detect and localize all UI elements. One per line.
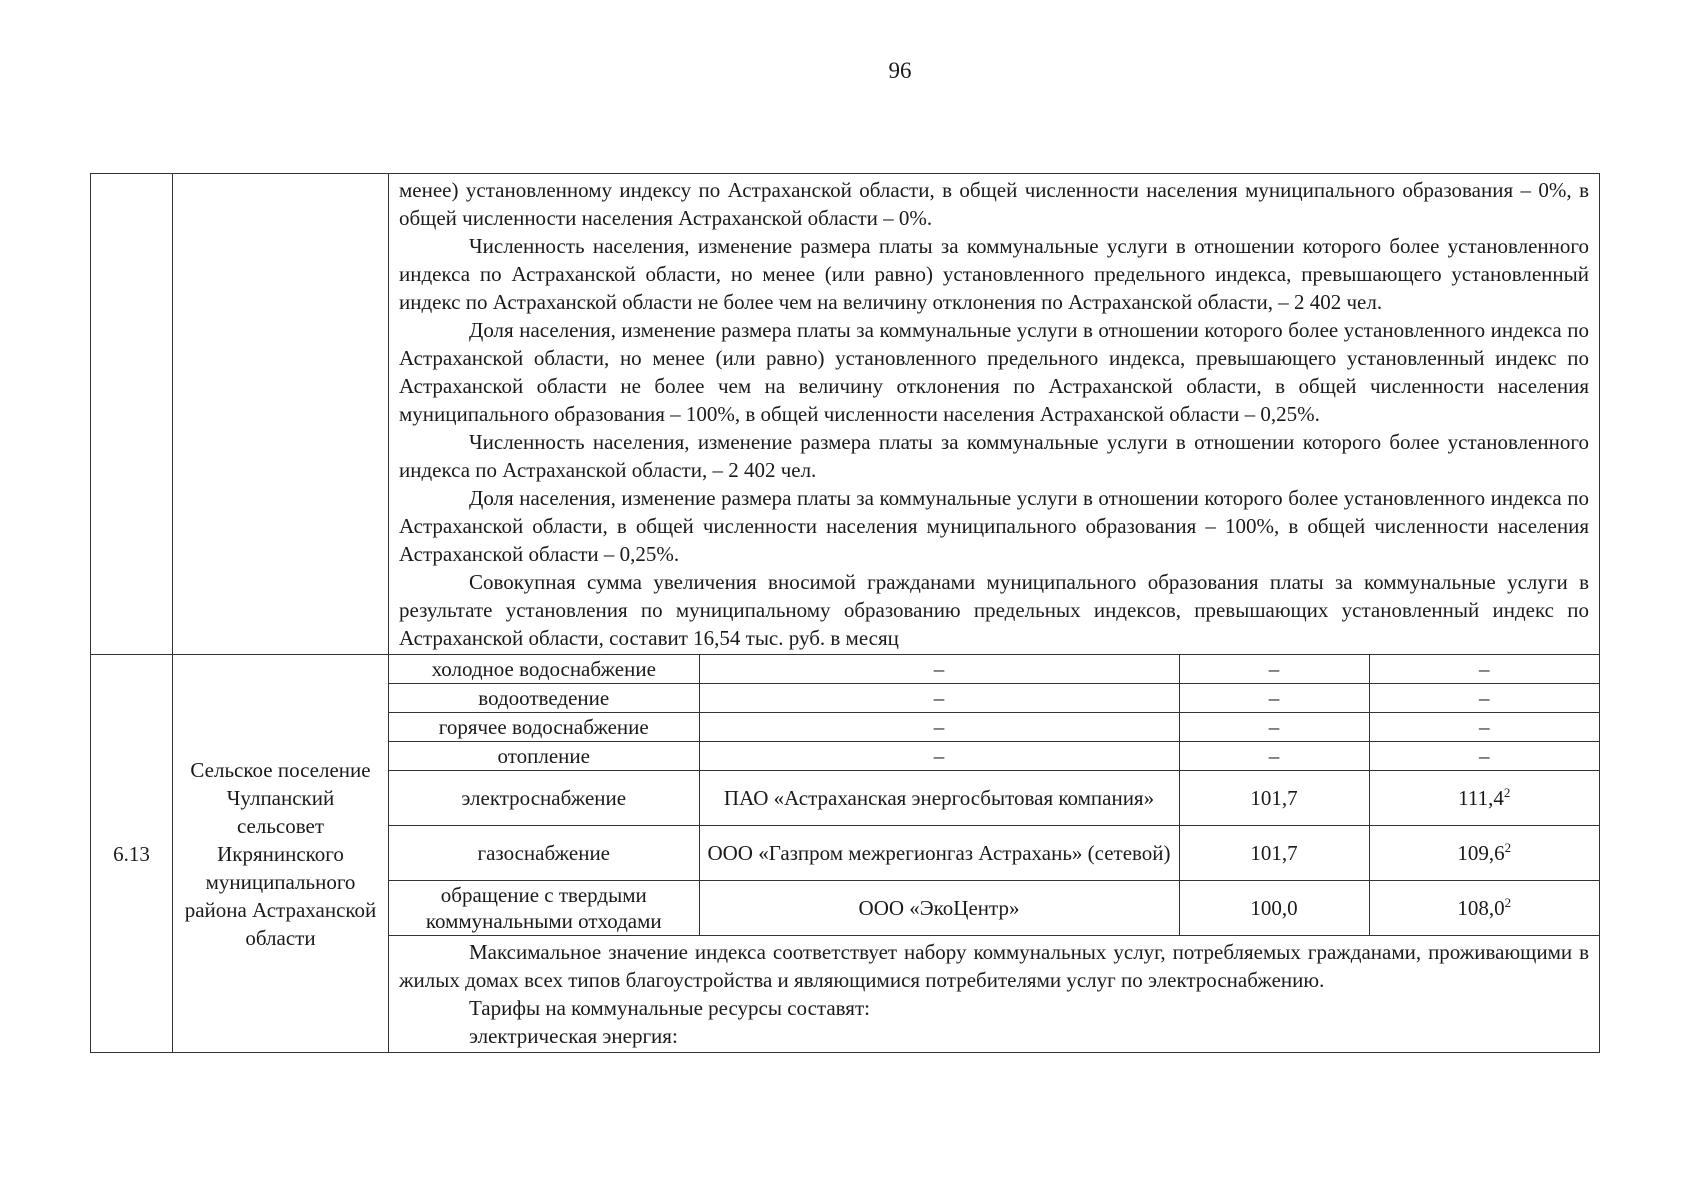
tariff-table <box>90 173 1600 1053</box>
service-index: 101,7 <box>1179 771 1369 826</box>
service-max-index <box>1369 713 1599 742</box>
service-name: обращение с твердыми коммунальными отходами <box>389 881 699 936</box>
number-cell-empty <box>91 174 173 655</box>
service-row <box>389 881 1599 936</box>
service-max-index <box>1369 684 1599 713</box>
service-index: – <box>1179 742 1369 771</box>
paragraph: Доля населения, изменение размера платы за коммунальные услуги в отношении которого более установленного индекса по Астраханской области, но менее (или равно) установленного предельного индекса, превышающего установленный индекс по Астраханской области не более чем на величину отклонения по Астраханской области, в общей численности населения муниципального образования – 100%, в общей численности населения Астраханской области – 0,25%. <box>399 318 1589 426</box>
paragraph: Тарифы на коммунальные ресурсы составят: <box>469 996 870 1020</box>
service-max-index <box>1369 826 1599 881</box>
service-provider: – <box>699 684 1179 713</box>
service-row <box>389 684 1599 713</box>
service-index: – <box>1179 713 1369 742</box>
service-index: 101,7 <box>1179 826 1369 881</box>
service-row <box>389 826 1599 881</box>
service-name: холодное водоснабжение <box>389 655 699 684</box>
municipality-cell-empty <box>173 174 389 655</box>
paragraph: менее) установленному индексу по Астраханской области, в общей численности населения муниципального образования – 0%, в общей численности населения Астраханской области – 0%. <box>399 178 1589 230</box>
service-max-index <box>1369 655 1599 684</box>
service-row <box>389 655 1599 684</box>
paragraph: Максимальное значение индекса соответствует набору коммунальных услуг, потребляемых гражданами, проживающими в жилых домах всех типов благоустройства и являющимися потребителями услуг по электроснабжению. <box>399 940 1589 992</box>
footnote-mark: 2 <box>1504 895 1512 910</box>
max-index-value: 111,4 <box>1458 786 1504 810</box>
paragraph: электрическая энергия: <box>469 1024 678 1048</box>
service-index: – <box>1179 684 1369 713</box>
paragraph: Численность населения, изменение размера платы за коммунальные услуги в отношении которого более установленного индекса по Астраханской области, но менее (или равно) установленного предельного индекса, превышающего установленный индекс по Астраханской области не более чем на величину отклонения по Астраханской области, – 2 402 чел. <box>399 234 1589 314</box>
max-index-value: 109,6 <box>1457 841 1505 865</box>
service-row <box>389 713 1599 742</box>
continuation-text <box>389 174 1600 655</box>
max-index-value: – <box>1479 657 1490 681</box>
page-number: 96 <box>888 58 912 83</box>
entry-notes <box>389 936 1599 1052</box>
service-provider: – <box>699 713 1179 742</box>
max-index-value: – <box>1479 744 1490 768</box>
services-cell <box>389 655 1600 1053</box>
service-name: водоотведение <box>389 684 699 713</box>
service-row <box>389 771 1599 826</box>
service-index: 100,0 <box>1179 881 1369 936</box>
service-name: горячее водоснабжение <box>389 713 699 742</box>
paragraph: Совокупная сумма увеличения вносимой гражданами муниципального образования платы за коммунальные услуги в результате установления по муниципальному образованию предельных индексов, превышающих установленный индекс по Астраханской области, составит 16,54 тыс. руб. в месяц <box>399 570 1589 650</box>
service-name: электроснабжение <box>389 771 699 826</box>
footnote-mark: 2 <box>1504 840 1512 855</box>
municipality-name: Сельское поселение Чулпанский сельсовет Икрянинского муниципального района Астраханской области <box>173 655 389 1053</box>
service-max-index <box>1369 881 1599 936</box>
service-provider: – <box>699 742 1179 771</box>
entry-row <box>91 655 1600 1053</box>
max-index-value: – <box>1479 686 1490 710</box>
service-provider: ООО «Газпром межрегионгаз Астрахань» (сетевой) <box>699 826 1179 881</box>
footnote-mark: 2 <box>1503 785 1511 800</box>
service-index: – <box>1179 655 1369 684</box>
max-index-value: 108,0 <box>1457 896 1505 920</box>
service-provider: ООО «ЭкоЦентр» <box>699 881 1179 936</box>
continuation-row <box>91 174 1600 655</box>
paragraph: Численность населения, изменение размера платы за коммунальные услуги в отношении которого более установленного индекса по Астраханской области, – 2 402 чел. <box>399 430 1589 482</box>
service-provider: – <box>699 655 1179 684</box>
max-index-value: – <box>1479 715 1490 739</box>
service-max-index <box>1369 742 1599 771</box>
service-name: газоснабжение <box>389 826 699 881</box>
paragraph: Доля населения, изменение размера платы за коммунальные услуги в отношении которого более установленного индекса по Астраханской области, в общей численности населения муниципального образования – 100%, в общей численности населения Астраханской области – 0,25%. <box>399 486 1589 566</box>
service-max-index <box>1369 771 1599 826</box>
service-provider: ПАО «Астраханская энергосбытовая компания» <box>699 771 1179 826</box>
services-table <box>389 655 1599 936</box>
entry-number: 6.13 <box>91 655 173 1053</box>
service-name: отопление <box>389 742 699 771</box>
service-row <box>389 742 1599 771</box>
